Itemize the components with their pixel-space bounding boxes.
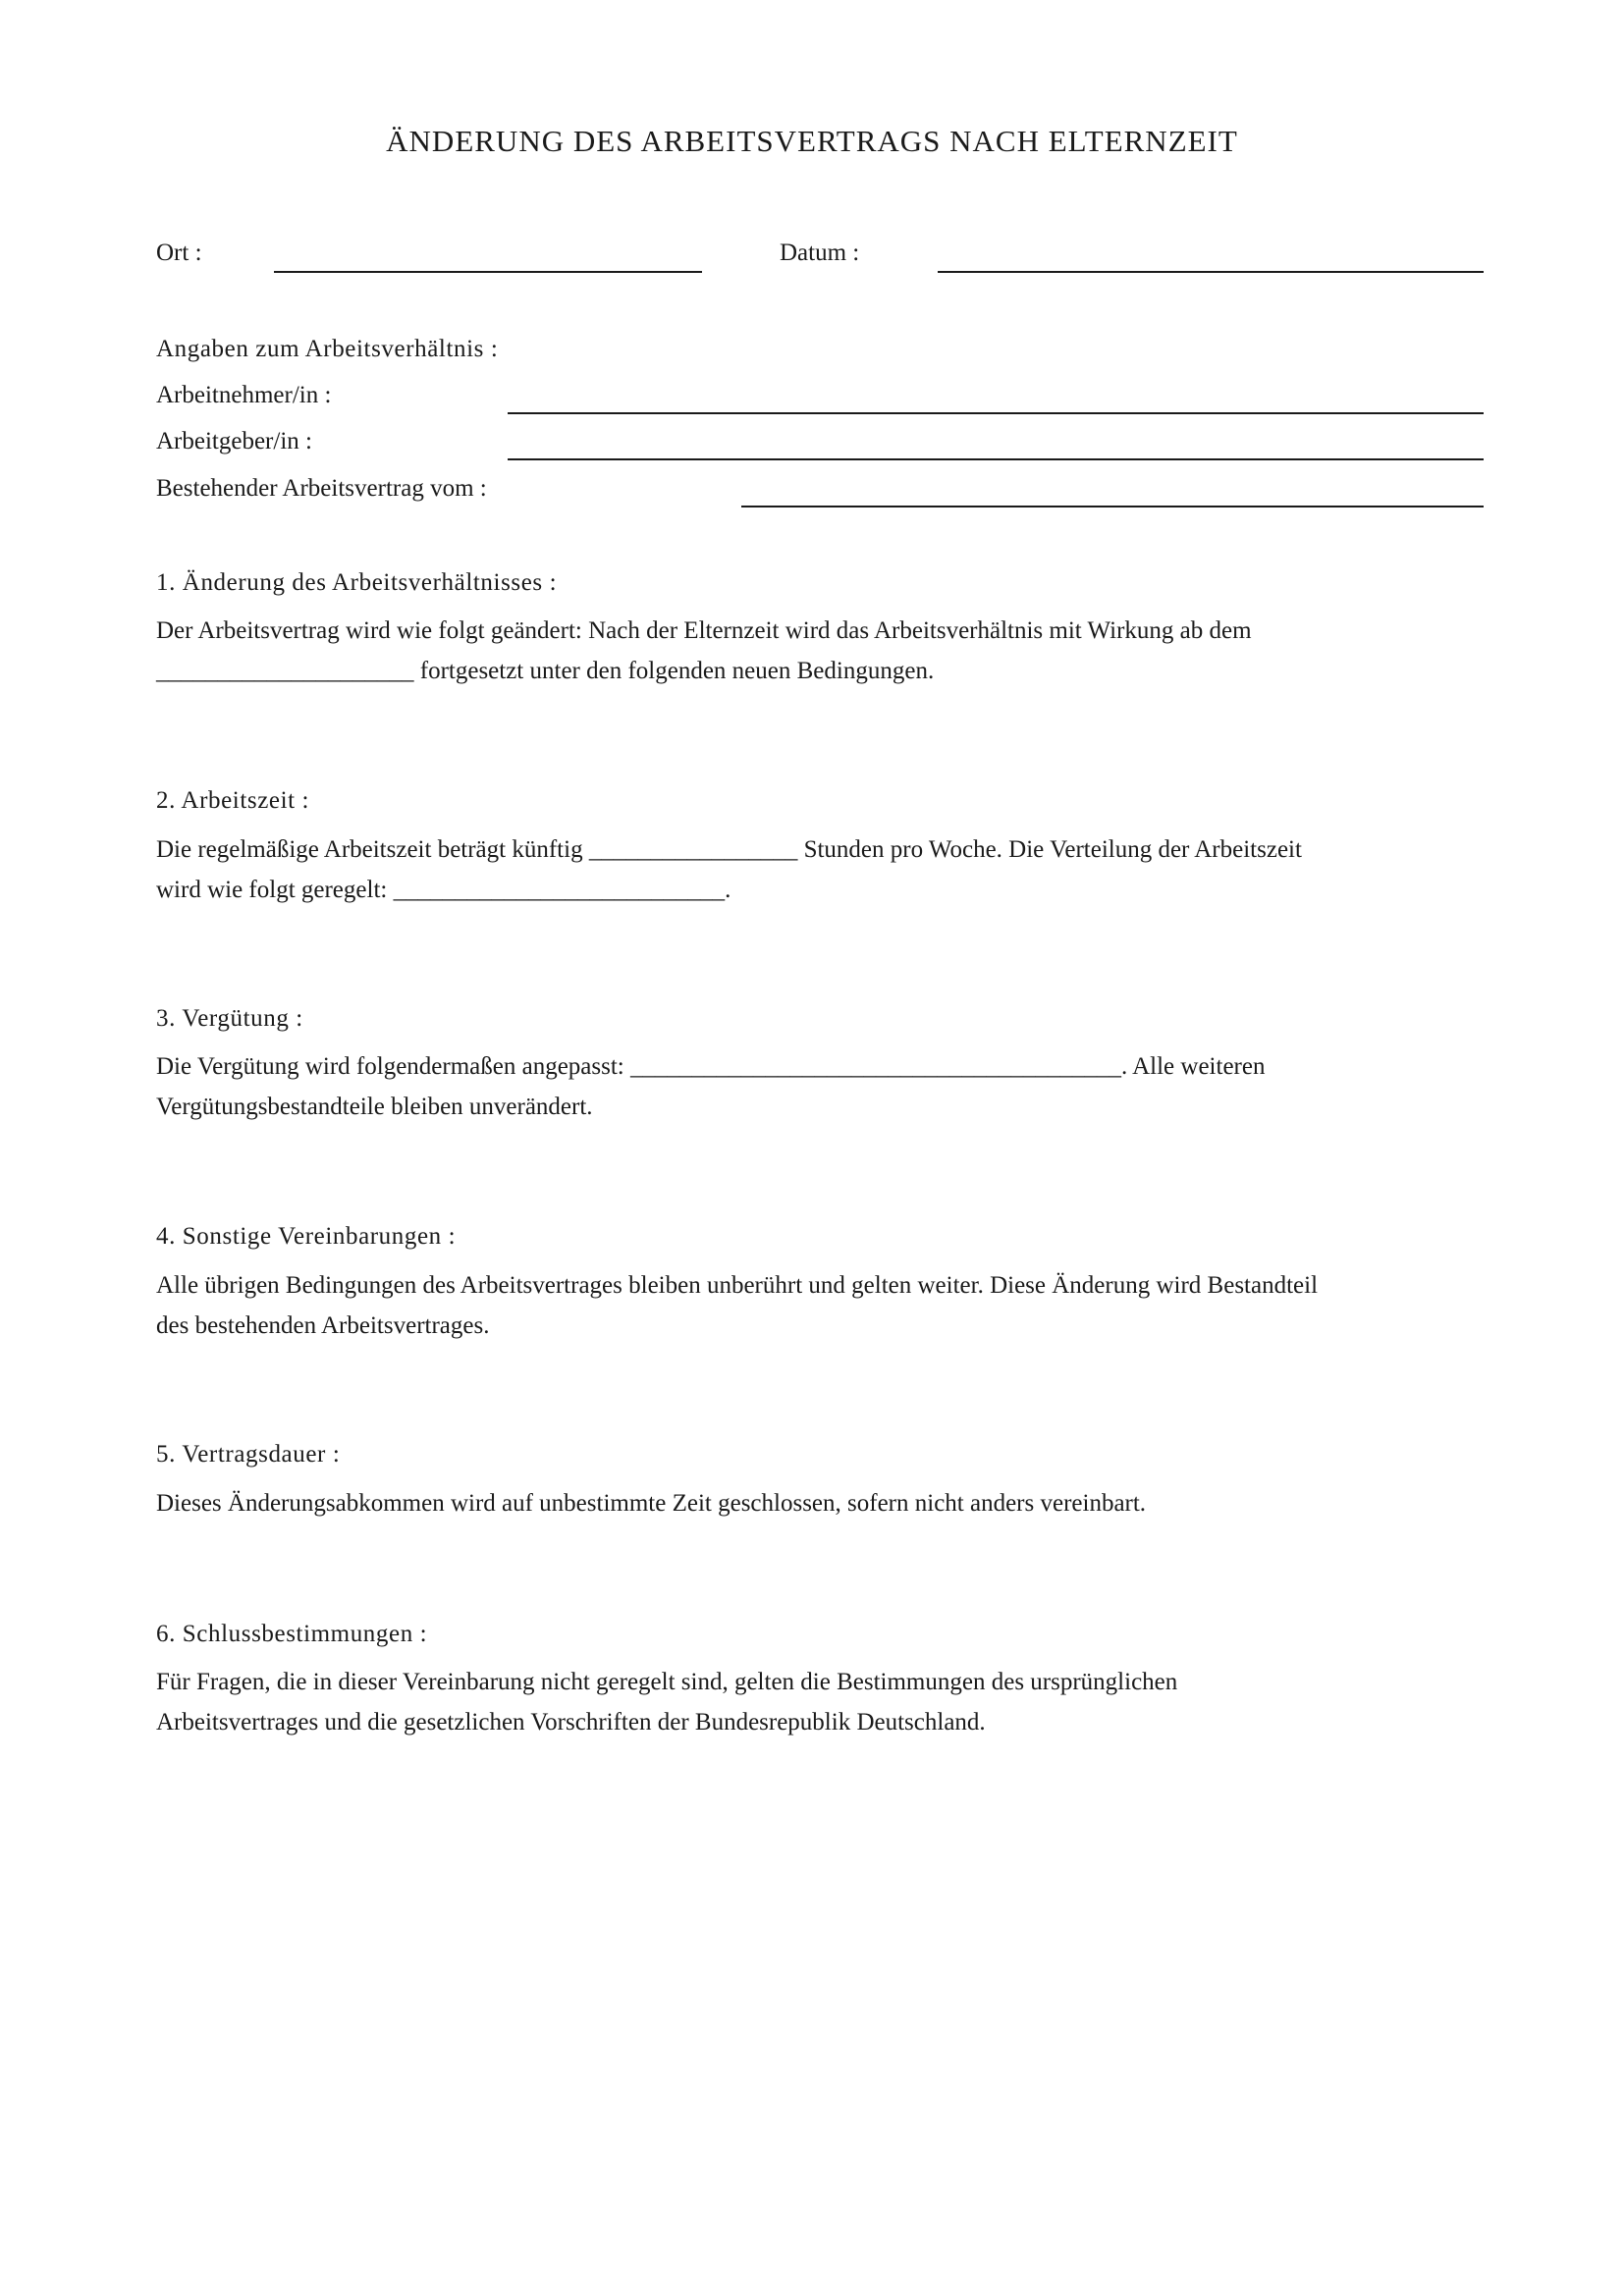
employer-label: Arbeitgeber/in : [156, 428, 312, 454]
section-4-line-2: des bestehenden Arbeitsvertrages. [156, 1312, 490, 1339]
contract-date-field-line[interactable] [741, 506, 1484, 507]
contract-date-label: Bestehender Arbeitsvertrag vom : [156, 475, 487, 502]
section-1-text [156, 611, 1491, 691]
section-6-line-1: Für Fragen, die in dieser Vereinbarung nicht geregelt sind, gelten die Bestimmungen des ursprünglichen [156, 1669, 1178, 1695]
section-4-heading: 4. Sonstige Vereinbarungen : [156, 1223, 457, 1250]
section-3-line-1: Die Vergütung wird folgendermaßen angepasst: ________________________________________. Alle weiteren [156, 1053, 1266, 1080]
section-3-line-2: Vergütungsbestandteile bleiben unverändert. [156, 1094, 593, 1120]
section-2-heading: 2. Arbeitszeit : [156, 787, 310, 814]
employee-label: Arbeitnehmer/in : [156, 382, 332, 408]
employee-field-line[interactable] [508, 412, 1484, 414]
section-2-text [156, 829, 1491, 910]
section-5-text [156, 1483, 1491, 1523]
section-6-text [156, 1662, 1491, 1742]
section-1-heading: 1. Änderung des Arbeitsverhältnisses : [156, 569, 558, 596]
datum-label: Datum : [780, 240, 860, 266]
ort-label: Ort : [156, 240, 202, 266]
ort-field-line[interactable] [274, 271, 702, 273]
section-3-heading: 3. Vergütung : [156, 1005, 303, 1032]
employment-info-heading: Angaben zum Arbeitsverhältnis : [156, 336, 499, 362]
section-2-line-1: Die regelmäßige Arbeitszeit beträgt künftig _________________ Stunden pro Woche. Die Verteilung der Arbeitszeit [156, 836, 1302, 863]
section-4-text [156, 1265, 1491, 1346]
section-1-line-1: Der Arbeitsvertrag wird wie folgt geändert: Nach der Elternzeit wird das Arbeitsverhältnis mit Wirkung ab dem [156, 617, 1252, 644]
section-3-text [156, 1046, 1491, 1127]
section-2-line-2: wird wie folgt geregelt: ___________________________. [156, 877, 731, 903]
section-1-line-2: _____________________ fortgesetzt unter den folgenden neuen Bedingungen. [156, 658, 935, 684]
section-5-heading: 5. Vertragsdauer : [156, 1441, 341, 1468]
section-6-line-2: Arbeitsvertrages und die gesetzlichen Vorschriften der Bundesrepublik Deutschland. [156, 1709, 986, 1735]
section-6-heading: 6. Schlussbestimmungen : [156, 1621, 428, 1647]
section-5-line-1: Dieses Änderungsabkommen wird auf unbestimmte Zeit geschlossen, sofern nicht anders vereinbart. [156, 1490, 1147, 1517]
section-4-line-1: Alle übrigen Bedingungen des Arbeitsvertrages bleiben unberührt und gelten weiter. Diese Änderung wird Bestandteil [156, 1272, 1319, 1299]
datum-field-line[interactable] [938, 271, 1484, 273]
document-title: ÄNDERUNG DES ARBEITSVERTRAGS NACH ELTERNZEIT [386, 124, 1238, 158]
employer-field-line[interactable] [508, 458, 1484, 460]
